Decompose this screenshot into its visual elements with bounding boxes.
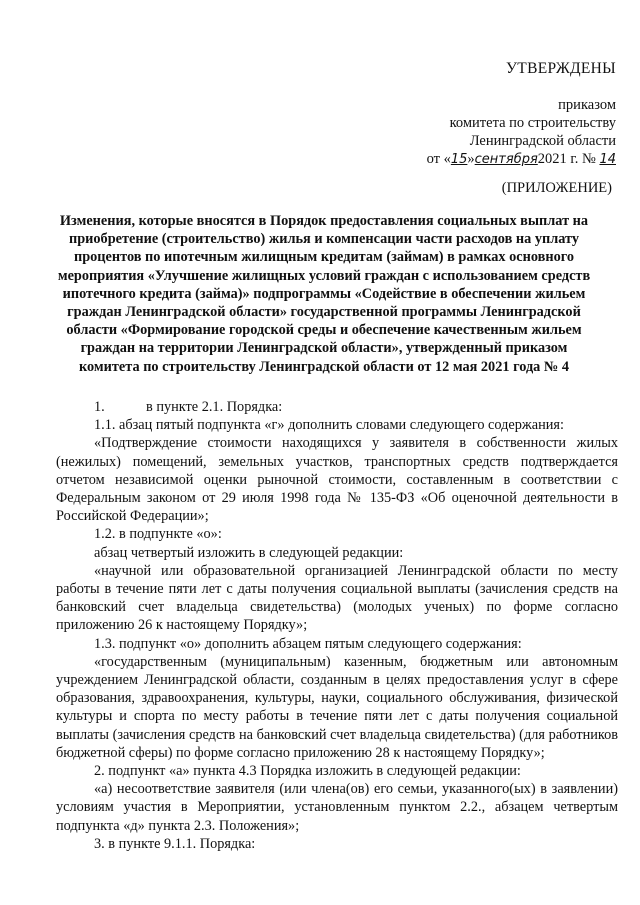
order-line: комитета по строительству [449,115,616,131]
order-number-handwritten: 14 [599,152,616,167]
date-mid: » [467,151,475,167]
paragraph: «а) несоответствие заявителя (или члена(ов) его семьи, указанного(ых) в заявлении) условиям участия в Мероприятии, установленным пунктом 2.2., абзацем четвертым подпункта «д» пункта 2.3. Положения»; [56,781,618,834]
paragraph: «государственным (муниципальным) казенным, бюджетным или автономным учреждением Ленинградской области, созданным в целях предоставления услуг в сфере образования, здравоохранения, культуры, науки, социального обслуживания, физической культуры и спорта по месту работы в течение пяти лет с даты получения социальной выплаты (зачисления средств на банковский счет владельца свидетельства) (для работников бюджетной сферы) по форме согласно приложению 28 к настоящему Порядку»; [56,653,618,761]
paragraph: 1.1. абзац пятый подпункта «г» дополнить словами следующего содержания: [94,417,564,434]
order-reference [427,96,616,169]
paragraph: 1.2. в подпункте «о»: [94,526,222,543]
order-line: Ленинградской области [469,133,616,149]
paragraph: 2. подпункт «а» пункта 4.3 Порядка изложить в следующей редакции: [94,763,521,780]
date-year: 2021 г. № [537,151,596,167]
paragraph: абзац четвертый изложить в следующей редакции: [94,544,404,561]
document-body [56,398,618,853]
date-month-handwritten: сентября [474,152,538,167]
date-day-handwritten: 15 [450,152,468,167]
paragraph: 3. в пункте 9.1.1. Порядка: [94,835,256,852]
item-1 [56,398,618,416]
date-prefix: от « [426,151,451,167]
order-line: приказом [558,97,616,113]
item-1-number: 1. [94,399,105,415]
paragraph: 1.3. подпункт «о» дополнить абзацем пятым следующего содержания: [94,635,522,652]
item-1-text: в пункте 2.1. Порядка: [146,399,283,415]
approved-heading: УТВЕРЖДЕНЫ [506,60,616,77]
paragraph: «Подтверждение стоимости находящихся у заявителя в собственности жилых (нежилых) помещений, земельных участков, транспортных средств подтверждается отчетом независимой оценки рыночной стоимости, составленным в соответствии с Федеральным законом от 29 июля 1998 года № 135-ФЗ «Об оценочной деятельности в Российской Федерации»; [56,435,618,525]
document-title: Изменения, которые вносятся в Порядок предоставления социальных выплат на приобретение (строительство) жилья и компенсации части расходов на уплату процентов по ипотечным жилищным кредитам (займам) в рамках основного мероприятия «Улучшение жилищных условий граждан с использованием средств ипотечного кредита (займа)» подпрограммы «Содействие в обеспечении жильем граждан Ленинградской области» государственной программы Ленинградской области «Формирование городской среды и обеспечение качественным жильем граждан на территории Ленинградской области», утвержденный приказом комитета по строительству Ленинградской области от 12 мая 2021 года № 4 [57,213,591,375]
order-date-line [427,150,616,169]
paragraph: «научной или образовательной организацией Ленинградской области по месту работы в течение пяти лет с даты получения социальной выплаты (зачисления средств на банковский счет владельца свидетельства) (молодых ученых) по форме согласно приложению 26 к настоящему Порядку»; [56,562,618,634]
appendix-label: (ПРИЛОЖЕНИЕ) [501,180,612,196]
